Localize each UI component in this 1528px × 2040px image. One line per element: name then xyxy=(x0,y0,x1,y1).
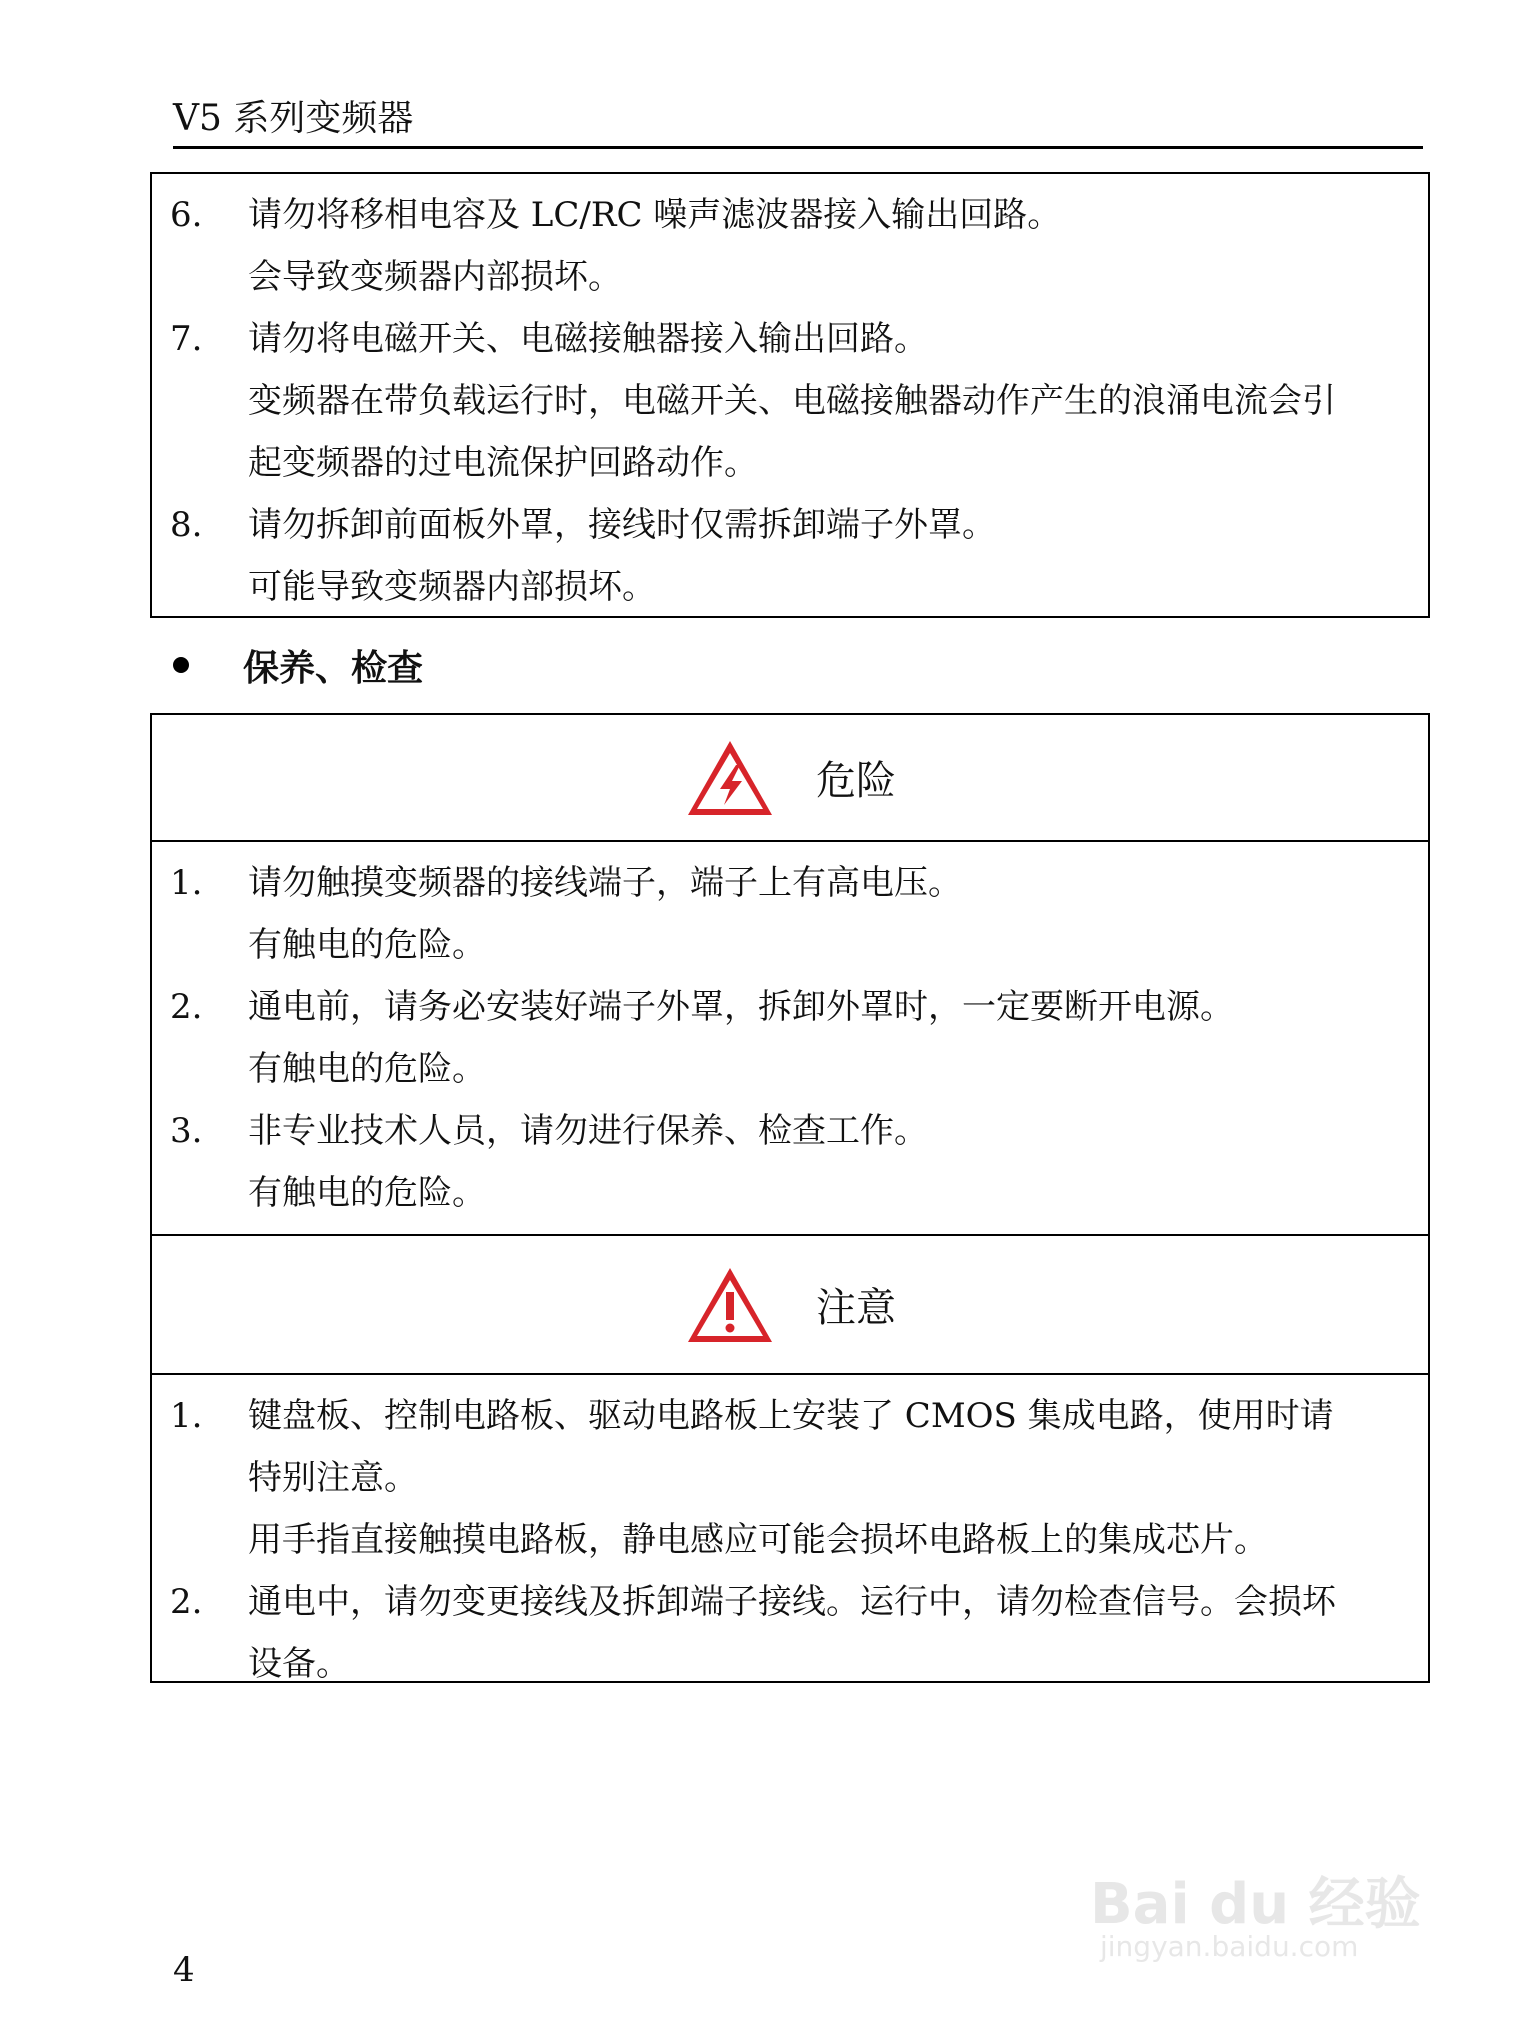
list-item xyxy=(152,308,1428,494)
list-item xyxy=(152,494,1428,618)
danger-header xyxy=(152,715,1428,842)
header-rule xyxy=(173,146,1423,149)
danger-list xyxy=(152,842,1428,1224)
danger-title: 危险 xyxy=(816,758,896,804)
item-line: 用手指直接触摸电路板，静电感应可能会损坏电路板上的集成芯片。 xyxy=(248,1520,1268,1560)
baidu-watermark xyxy=(1090,1800,1450,1970)
item-line: 非专业技术人员，请勿进行保养、检查工作。 xyxy=(248,1111,928,1151)
list-item xyxy=(152,852,1428,976)
item-number: 2. xyxy=(170,1582,203,1622)
item-line: 请勿拆卸前面板外罩，接线时仅需拆卸端子外罩。 xyxy=(248,505,996,545)
exclamation-warning-icon xyxy=(684,1264,776,1346)
item-number: 8. xyxy=(170,505,203,545)
item-line: 有触电的危险。 xyxy=(248,1173,486,1213)
item-line: 请勿将电磁开关、电磁接触器接入输出回路。 xyxy=(248,319,928,359)
notice-list xyxy=(152,174,1428,618)
item-line: 请勿触摸变频器的接线端子，端子上有高电压。 xyxy=(248,863,962,903)
item-line: 可能导致变频器内部损坏。 xyxy=(248,567,656,607)
item-line: 键盘板、控制电路板、驱动电路板上安装了 CMOS 集成电路，使用时请 xyxy=(248,1396,1334,1436)
item-line: 有触电的危险。 xyxy=(248,1049,486,1089)
watermark-url: jingyan.baidu.com xyxy=(1100,1930,1359,1963)
bullet-icon xyxy=(173,657,189,673)
item-line: 起变频器的过电流保护回路动作。 xyxy=(248,443,758,483)
item-line: 有触电的危险。 xyxy=(248,925,486,965)
item-number: 6. xyxy=(170,195,203,235)
item-line: 变频器在带负载运行时，电磁开关、电磁接触器动作产生的浪涌电流会引 xyxy=(248,381,1336,421)
item-line: 会导致变频器内部损坏。 xyxy=(248,257,622,297)
item-line: 通电中，请勿变更接线及拆卸端子接线。运行中，请勿检查信号。会损坏 xyxy=(248,1582,1336,1622)
list-item xyxy=(152,1571,1428,1695)
section-title: 保养、检查 xyxy=(243,647,424,689)
list-item xyxy=(152,976,1428,1100)
maintenance-box xyxy=(150,713,1430,1683)
section-heading xyxy=(173,640,423,690)
item-number: 7. xyxy=(170,319,203,359)
item-number: 1. xyxy=(170,1396,203,1436)
watermark-brand: Bai du 经验 xyxy=(1090,1872,1421,1937)
caution-header xyxy=(152,1234,1428,1375)
notice-box-output xyxy=(150,172,1430,618)
caution-title: 注意 xyxy=(816,1285,896,1331)
electric-shock-warning-icon xyxy=(684,737,776,819)
item-line: 设备。 xyxy=(248,1644,350,1684)
list-item xyxy=(152,1100,1428,1224)
item-number: 1. xyxy=(170,863,203,903)
item-number: 3. xyxy=(170,1111,203,1151)
item-number: 2. xyxy=(170,987,203,1027)
item-line: 通电前，请务必安装好端子外罩，拆卸外罩时，一定要断开电源。 xyxy=(248,987,1234,1027)
item-line: 请勿将移相电容及 LC/RC 噪声滤波器接入输出回路。 xyxy=(248,195,1062,235)
caution-list xyxy=(152,1375,1428,1695)
page-number: 4 xyxy=(173,1950,195,1990)
document-header: V5 系列变频器 xyxy=(173,98,414,139)
item-line: 特别注意。 xyxy=(248,1458,418,1498)
list-item xyxy=(152,184,1428,308)
list-item xyxy=(152,1385,1428,1571)
